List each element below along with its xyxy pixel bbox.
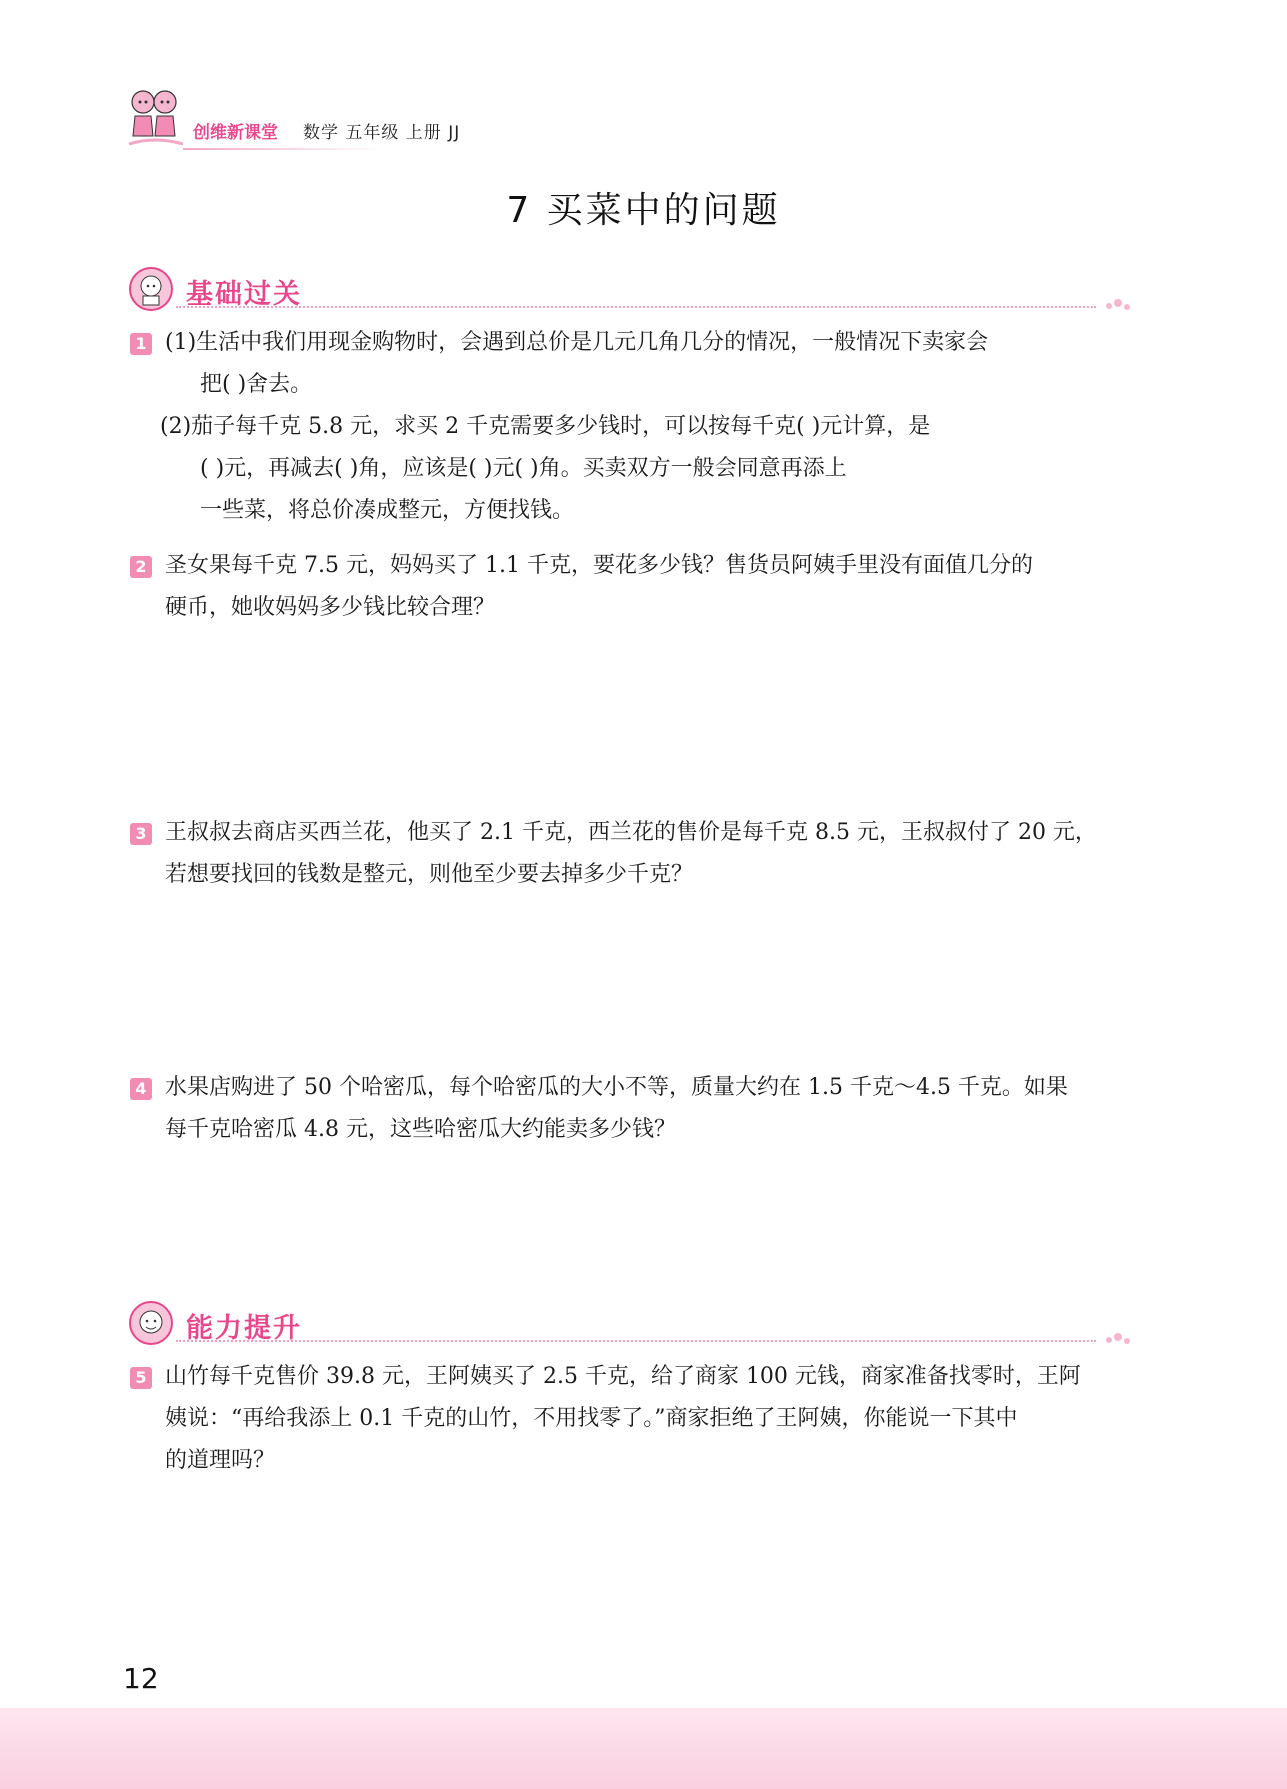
page-title: 7 买菜中的问题 bbox=[506, 190, 781, 231]
section-title-basic: 基础过关 bbox=[186, 279, 302, 310]
question-text-line: 山竹每千克售价 39.8 元，王阿姨买了 2.5 千克，给了商家 100 元钱，商家准备找零时，王阿 bbox=[165, 1364, 1081, 1389]
question-number: 5 bbox=[130, 1367, 152, 1389]
question-text-line: 的道理吗？ bbox=[165, 1448, 276, 1473]
book-subject: 数学 五年级 上册 JJ bbox=[303, 123, 461, 143]
question-number: 3 bbox=[130, 823, 152, 845]
flower-decoration-icon bbox=[1103, 1331, 1133, 1349]
question-number: 1 bbox=[130, 333, 152, 355]
question-text-line: 若想要找回的钱数是整元，则他至少要去掉多少千克？ bbox=[165, 862, 694, 887]
question-text-line: 水果店购进了 50 个哈密瓜，每个哈密瓜的大小不等，质量大约在 1.5 千克～4.5 千克。如果 bbox=[165, 1075, 1068, 1100]
brand-name: 创维新课堂 bbox=[193, 123, 278, 143]
kids-mascot-icon bbox=[125, 86, 185, 152]
question-text-line: (1)生活中我们用现金购物时，会遇到总价是几元几角几分的情况，一般情况下卖家会 bbox=[165, 330, 989, 355]
question-4 bbox=[130, 1067, 1130, 1151]
question-number: 2 bbox=[130, 556, 152, 578]
question-text-line: 硬币，她收妈妈多少钱比较合理？ bbox=[165, 595, 496, 620]
question-text-line: 把( )舍去。 bbox=[200, 372, 313, 397]
flower-decoration-icon bbox=[1103, 297, 1133, 315]
boy-mascot-icon bbox=[128, 1300, 174, 1346]
question-text-line: (2)茄子每千克 5.8 元，求买 2 千克需要多少钱时，可以按每千克( )元计算，是 bbox=[160, 414, 931, 439]
question-text-line: 姨说：“再给我添上 0.1 千克的山竹，不用找零了。”商家拒绝了王阿姨，你能说一下其中 bbox=[165, 1406, 1018, 1431]
question-3 bbox=[130, 812, 1130, 896]
question-text-line: ( )元，再减去( )角，应该是( )元( )角。买卖双方一般会同意再添上 bbox=[200, 456, 847, 481]
section-basic bbox=[128, 266, 1128, 316]
header-divider bbox=[183, 148, 383, 150]
question-1 bbox=[130, 322, 1130, 532]
section-advanced bbox=[128, 1300, 1128, 1350]
section-title-advanced: 能力提升 bbox=[186, 1313, 302, 1344]
question-text-line: 王叔叔去商店买西兰花，他买了 2.1 千克，西兰花的售价是每千克 8.5 元，王叔叔付了 20 元， bbox=[165, 820, 1097, 845]
dotted-divider bbox=[176, 1340, 1096, 1342]
page-number: 12 bbox=[123, 1662, 159, 1695]
question-5 bbox=[130, 1356, 1130, 1482]
dotted-divider bbox=[176, 306, 1096, 308]
footer-band bbox=[0, 1708, 1287, 1789]
girl-mascot-icon bbox=[128, 266, 174, 312]
question-number: 4 bbox=[130, 1078, 152, 1100]
question-text-line: 一些菜，将总价凑成整元，方便找钱。 bbox=[200, 498, 575, 523]
question-text-line: 每千克哈密瓜 4.8 元，这些哈密瓜大约能卖多少钱？ bbox=[165, 1117, 676, 1142]
question-text-line: 圣女果每千克 7.5 元，妈妈买了 1.1 千克，要花多少钱？售货员阿姨手里没有面值几分的 bbox=[165, 553, 1033, 578]
book-header bbox=[125, 86, 525, 156]
question-2 bbox=[130, 545, 1130, 629]
